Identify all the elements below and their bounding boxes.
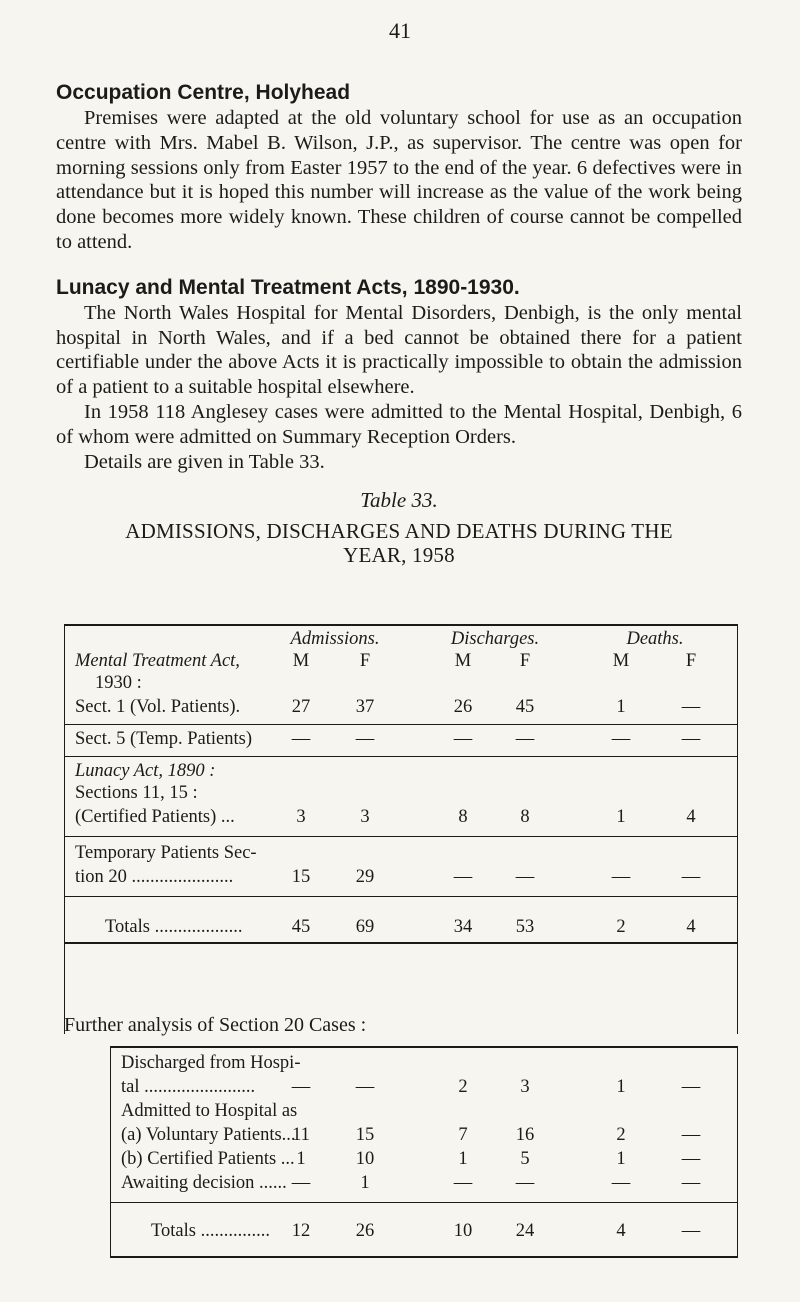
table-cell: 3 [296, 807, 306, 827]
row-label-line: Sections 11, 15 : [75, 783, 198, 803]
table-cell: 12 [291, 1221, 311, 1241]
table-cell: — [515, 867, 535, 887]
table-cell: — [291, 1077, 311, 1097]
table-cell: — [681, 1125, 701, 1145]
table-cell: — [291, 729, 311, 749]
table-cell: — [291, 1173, 311, 1193]
table-divider [65, 756, 737, 757]
subheader-deaths-m: M [612, 651, 630, 671]
table-cell: 4 [616, 1221, 626, 1241]
lunacy-paragraph-2: In 1958 118 Anglesey cases were admitted to the Mental Hospital, Denbigh, 6 of whom were admitted on Summary Reception Orders. [56, 400, 742, 448]
occupation-centre-paragraph: Premises were adapted at the old voluntary school for use as an occupation centre with Mrs. Mabel B. Wilson, J.P., as supervisor. The centre was open for morning sessions only from Easter 1957 to the end of the year. 6 defectives were in attendance but it is hoped this number will increase as the value of the work being done becomes more widely known. These children of course cannot be compelled to attend. [56, 107, 742, 253]
page-number: 41 [389, 18, 411, 43]
subheader-deaths-f: F [685, 651, 697, 671]
table-divider [65, 724, 737, 725]
table-cell: — [681, 1077, 701, 1097]
document-body [56, 80, 742, 567]
table-cell: 34 [453, 917, 473, 937]
row-label-line: Admitted to Hospital as [121, 1101, 298, 1121]
table-cell: 5 [520, 1149, 530, 1169]
table-cell: — [681, 697, 701, 717]
subheader-admissions-m: M [292, 651, 310, 671]
row-label-line: 1930 : [95, 673, 142, 693]
row-label-line: Discharged from Hospi- [121, 1053, 301, 1073]
row-label-line: Awaiting decision ...... [121, 1173, 287, 1193]
row-label-line: (b) Certified Patients ... [121, 1149, 295, 1169]
table-cell: 1 [458, 1149, 468, 1169]
table-cell: — [681, 867, 701, 887]
table-cell: 24 [515, 1221, 535, 1241]
table-cell: 69 [355, 917, 375, 937]
lunacy-paragraph-3: Details are given in Table 33. [84, 450, 325, 473]
table-cell: 45 [515, 697, 535, 717]
row-label-line: (a) Voluntary Patients... [121, 1125, 296, 1145]
table-cell: — [453, 1173, 473, 1193]
table-title-line-1: ADMISSIONS, DISCHARGES AND DEATHS DURING THE [125, 519, 673, 544]
table-cell: 2 [616, 917, 626, 937]
table-cell: — [611, 1173, 631, 1193]
table-cell: 3 [520, 1077, 530, 1097]
table-cell: 8 [520, 807, 530, 827]
header-admissions: Admissions. [290, 629, 380, 649]
table-cell: 1 [360, 1173, 370, 1193]
table-cell: — [453, 867, 473, 887]
table-cell: 15 [291, 867, 311, 887]
table-cell: — [355, 729, 375, 749]
table-cell: 10 [355, 1149, 375, 1169]
further-analysis-table [110, 1046, 738, 1258]
section-heading-occupation-centre: Occupation Centre, Holyhead [56, 81, 351, 104]
table-cell: 4 [686, 807, 696, 827]
table-cell: 4 [686, 917, 696, 937]
table-cell: — [611, 729, 631, 749]
row-label-line: Sect. 1 (Vol. Patients). [75, 697, 241, 717]
table-cell: 11 [292, 1125, 310, 1145]
table-cell: 26 [453, 697, 473, 717]
table-cell: 45 [291, 917, 311, 937]
table-cell: — [681, 1221, 701, 1241]
table-cell: 1 [616, 1149, 626, 1169]
row-label-line: Totals ............... [151, 1221, 270, 1241]
table-divider [65, 896, 737, 897]
table-cell: 26 [355, 1221, 375, 1241]
table-cell: 7 [458, 1125, 468, 1145]
occupation-centre-section [56, 80, 742, 255]
lunacy-section [56, 275, 742, 475]
row-label-line: (Certified Patients) ... [75, 807, 235, 827]
header-deaths: Deaths. [626, 629, 684, 649]
table-cell: — [681, 1149, 701, 1169]
table-cell: 15 [355, 1125, 375, 1145]
table-cell: — [453, 729, 473, 749]
table-cell: — [681, 729, 701, 749]
table-title-line-2: YEAR, 1958 [343, 543, 455, 568]
table-cell: 1 [616, 807, 626, 827]
header-discharges: Discharges. [450, 629, 540, 649]
subheader-discharges-m: M [454, 651, 472, 671]
table-cell: — [681, 1173, 701, 1193]
table-cell: 8 [458, 807, 468, 827]
table-cell: 53 [515, 917, 535, 937]
subheader-admissions-f: F [359, 651, 371, 671]
table-divider [65, 836, 737, 837]
table-divider [111, 1202, 737, 1203]
table-33 [64, 624, 738, 1034]
section-heading-lunacy: Lunacy and Mental Treatment Acts, 1890-1930. [56, 275, 520, 299]
subheader-discharges-f: F [519, 651, 531, 671]
table-cell: 1 [616, 697, 626, 717]
table-cell: 2 [458, 1077, 468, 1097]
table-cell: 2 [616, 1125, 626, 1145]
table-cell: — [355, 1077, 375, 1097]
row-label-line: Temporary Patients Sec- [75, 843, 257, 863]
table-cell: 10 [453, 1221, 473, 1241]
table-cell: — [611, 867, 631, 887]
row-label-line: tion 20 ...................... [75, 867, 234, 887]
row-label-line: tal ........................ [121, 1077, 256, 1097]
table-cell: 1 [296, 1149, 306, 1169]
table-cell: 37 [355, 697, 375, 717]
table-cell: 16 [515, 1125, 535, 1145]
table-cell: — [515, 729, 535, 749]
row-label-line: Lunacy Act, 1890 : [75, 761, 216, 781]
row-label-line: Sect. 5 (Temp. Patients) [75, 729, 252, 749]
table-cell: 29 [355, 867, 375, 887]
further-analysis-heading: Further analysis of Section 20 Cases : [64, 1014, 367, 1036]
lunacy-paragraph-1: The North Wales Hospital for Mental Disorders, Denbigh, is the only mental hospital in North Wales, and if a bed cannot be obtained there for a patient certifiable under the above Acts it is practically impossible to obtain the admission of a patient to a suitable hospital elsewhere. [56, 301, 742, 399]
table-caption: Table 33. [360, 488, 438, 513]
row-label-line: Totals ................... [105, 917, 243, 937]
row-label-line: Mental Treatment Act, [75, 651, 240, 671]
table-cell: — [515, 1173, 535, 1193]
table-cell: 3 [360, 807, 370, 827]
table-cell: 1 [616, 1077, 626, 1097]
table-cell: 27 [291, 697, 311, 717]
